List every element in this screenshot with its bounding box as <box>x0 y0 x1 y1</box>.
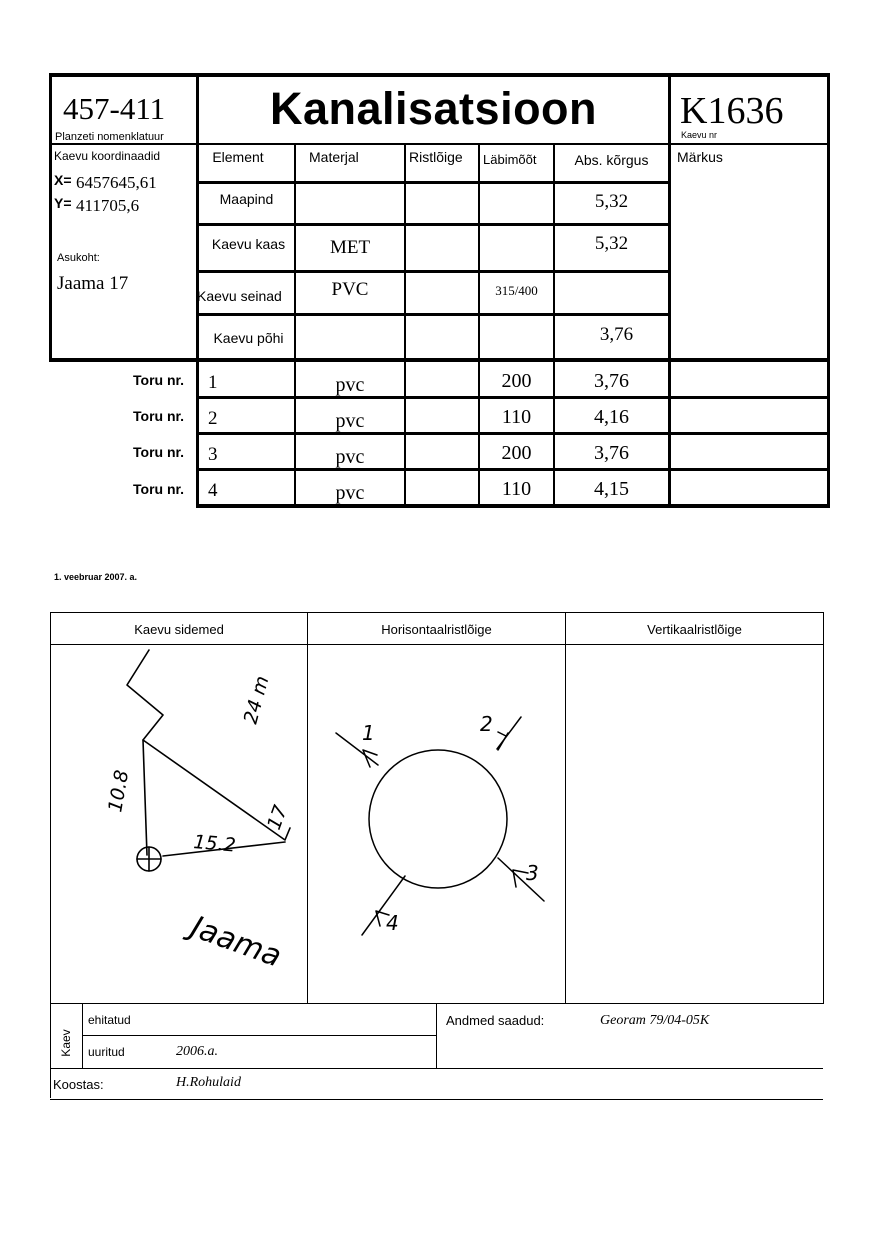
panel-title-horizontal-section: Horisontaalristlõige <box>381 622 492 637</box>
y-value: 411705,6 <box>76 196 140 215</box>
location-caption: Asukoht: <box>57 252 100 264</box>
pipe-label: Toru nr. <box>133 408 185 424</box>
ties-sketch <box>51 645 307 1003</box>
tie-distance-label: 15.2 <box>192 831 237 857</box>
pipe-mark-label: 4 <box>386 911 399 935</box>
pipe-label: Toru nr. <box>133 444 185 460</box>
well-number-caption: Kaevu nr <box>681 130 718 140</box>
col-header-diameter: Läbimõõt <box>483 152 537 167</box>
panel-title-ties: Kaevu sidemed <box>134 622 224 637</box>
location-value: Jaama 17 <box>57 273 129 294</box>
pipe-height: 4,15 <box>594 478 629 500</box>
col-header-remarks: Märkus <box>677 149 723 165</box>
row-element: Maapind <box>219 191 274 207</box>
compiled-by-value: H.Rohulaid <box>176 1075 241 1090</box>
pipe-label: Toru nr. <box>133 481 185 497</box>
col-header-element: Element <box>212 149 264 165</box>
pipe-number: 1 <box>208 372 218 393</box>
coords-caption: Kaevu koordinaadid <box>54 149 161 163</box>
col-header-material: Materjal <box>309 149 359 165</box>
compiled-by-label: Koostas: <box>53 1077 104 1092</box>
row-element: Kaevu seinad <box>197 288 282 304</box>
document-date: 1. veebruar 2007. a. <box>54 572 138 582</box>
well-number: K1636 <box>680 90 784 132</box>
data-source-label: Andmed saadud: <box>446 1013 545 1028</box>
pipe-material: pvc <box>335 482 365 504</box>
col-header-cross-section: Ristlõige <box>409 149 463 165</box>
row-height: 5,32 <box>594 191 629 212</box>
page-title: Kanalisatsioon <box>269 83 598 134</box>
pipe-height: 3,76 <box>594 370 629 392</box>
pipe-label: Toru nr. <box>133 372 185 388</box>
row-diameter: 315/400 <box>495 283 538 298</box>
row-element: Kaevu põhi <box>213 330 284 346</box>
built-label: ehitatud <box>88 1013 131 1027</box>
pipe-diameter: 110 <box>501 478 532 500</box>
map-sheet-caption: Planzeti nomenklatuur <box>55 131 164 143</box>
pipe-material: pvc <box>335 410 365 432</box>
surveyed-label: uuritud <box>88 1045 125 1059</box>
house-number-label: 17 <box>263 802 292 833</box>
panel-title-vertical-section: Vertikaalristlõige <box>647 622 742 637</box>
pipe-mark-label: 2 <box>480 712 493 736</box>
pipe-height: 4,16 <box>594 406 629 428</box>
well-side-label: Kaev <box>59 1029 73 1057</box>
y-label: Y= <box>54 195 72 211</box>
pipe-material: pvc <box>335 374 365 396</box>
pipe-mark-label: 3 <box>526 861 539 885</box>
row-material: MET <box>329 237 371 258</box>
row-element: Kaevu kaas <box>211 236 286 252</box>
x-value: 6457645,61 <box>76 173 157 192</box>
pipe-material: pvc <box>335 446 365 468</box>
pipe-height: 3,76 <box>594 442 629 464</box>
street-name-label: Jaama <box>186 909 286 975</box>
col-header-abs-height: Abs. kõrgus <box>574 152 649 168</box>
row-height: 5,32 <box>594 233 629 254</box>
distance-to-street-label: 24 m <box>239 673 274 727</box>
x-label: X= <box>54 172 72 188</box>
pipe-mark-label: 1 <box>362 721 375 745</box>
pipe-number: 2 <box>208 408 218 429</box>
surveyed-value: 2006.a. <box>176 1044 218 1059</box>
row-material: PVC <box>331 279 369 300</box>
pipe-diameter: 200 <box>501 370 532 392</box>
tie-distance-label: 10.8 <box>104 768 134 814</box>
row-height: 3,76 <box>599 324 634 345</box>
pipe-number: 4 <box>208 480 218 501</box>
pipe-number: 3 <box>208 444 218 465</box>
horizontal-section-sketch <box>308 645 565 1003</box>
map-sheet-number: 457-411 <box>63 91 166 126</box>
pipe-diameter: 110 <box>501 406 532 428</box>
pipe-diameter: 200 <box>501 442 532 464</box>
data-source-value: Georam 79/04-05K <box>600 1013 710 1028</box>
